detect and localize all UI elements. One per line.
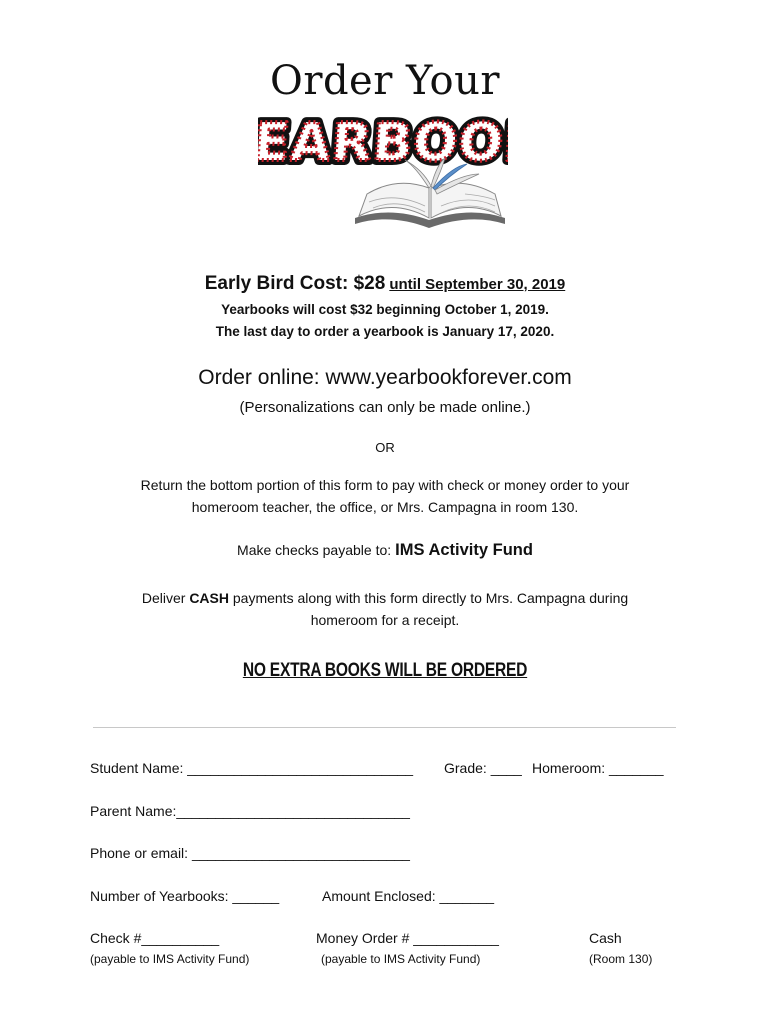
cash-rest: payments along with this form directly to Mrs. Campagna during	[232, 590, 629, 606]
personalization-note: (Personalizations can only be made online.)	[239, 399, 531, 416]
cash-word: CASH	[189, 590, 229, 606]
last-day-text: The last day to order a yearbook is January 17, 2020.	[215, 324, 555, 339]
early-bird-cost	[0, 273, 770, 295]
check-number-field[interactable]: Check #__________	[90, 930, 220, 946]
payable-prefix: Make checks payable to:	[237, 542, 392, 558]
cash-option[interactable]: Cash	[589, 930, 622, 946]
cut-divider	[93, 727, 676, 728]
early-bird-until: until September 30, 2019	[389, 276, 566, 293]
payable-name: IMS Activity Fund	[395, 541, 533, 559]
or-separator: OR	[375, 440, 395, 455]
amount-enclosed-field[interactable]: Amount Enclosed: _______	[322, 888, 495, 904]
cash-instructions-line1	[0, 590, 770, 606]
order-online-text: Order online: www.yearbookforever.com	[198, 366, 572, 389]
parent-name-field[interactable]: Parent Name:______________________________	[90, 803, 410, 819]
homeroom-field[interactable]: Homeroom: _______	[532, 760, 664, 776]
check-note: (payable to IMS Activity Fund)	[90, 952, 250, 966]
money-order-field[interactable]: Money Order # ___________	[316, 930, 499, 946]
wordmark-outline: YEARBOOK	[258, 113, 508, 173]
wordmark-fill: YEARBOOK	[258, 113, 508, 173]
student-name-field[interactable]: Student Name: _____________________________	[90, 760, 414, 776]
cash-prefix: Deliver	[141, 590, 186, 606]
grade-field[interactable]: Grade: ____	[444, 760, 522, 776]
later-price-text: Yearbooks will cost $32 beginning October 1, 2019.	[221, 302, 549, 317]
open-book-icon	[345, 158, 515, 234]
cash-instructions-line2: homeroom for a receipt.	[310, 612, 460, 628]
phone-email-field[interactable]: Phone or email: ____________________________	[90, 845, 410, 861]
cash-note: (Room 130)	[589, 952, 653, 966]
checks-payable-line	[0, 541, 770, 560]
return-instructions-line2: homeroom teacher, the office, or Mrs. Campagna in room 130.	[191, 499, 579, 515]
return-instructions-line1: Return the bottom portion of this form to pay with check or money order to your	[140, 477, 630, 493]
no-extra-books-warning: NO EXTRA BOOKS WILL BE ORDERED	[242, 660, 528, 681]
number-yearbooks-field[interactable]: Number of Yearbooks: ______	[90, 888, 280, 904]
early-bird-price: Early Bird Cost: $28	[204, 273, 386, 294]
logo-title: Order Your	[270, 58, 500, 104]
money-order-note: (payable to IMS Activity Fund)	[321, 952, 481, 966]
